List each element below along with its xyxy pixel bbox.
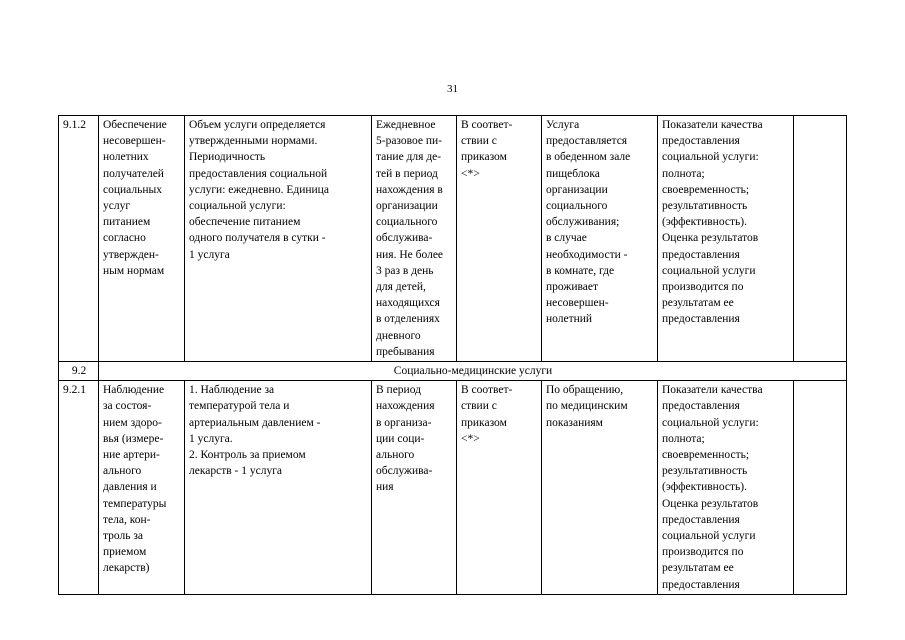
service-name-cell: Наблюдение за состоя- нием здоро- вья (измере- ние артери- ального давления и температуры тела, кон- троль за приемом лекарств) xyxy=(99,381,185,595)
service-volume-cell: Объем услуги определяется утвержденными нормами. Периодичность предоставления социальной услуги: ежедневно. Единица социальной услуги: обеспечение питанием одного получателя в сутки - 1 услуга xyxy=(185,116,372,362)
section-title: Социально-медицинские услуги xyxy=(99,362,847,381)
service-cost-cell: В соответ- ствии с приказом <*> xyxy=(457,116,542,362)
page-number: 31 xyxy=(447,83,458,95)
empty-cell xyxy=(794,381,847,595)
service-name-cell: Обеспечение несовершен- нолетних получателей социальных услуг питанием согласно утвержден- ным нормам xyxy=(99,116,185,362)
service-period-cell: Ежедневное 5-разовое пи- тание для де- тей в период нахождения в организации социального обслужива- ния. Не более 3 раз в день для детей, находящихся в отделениях дневного пребывания xyxy=(372,116,457,362)
service-conditions-cell: Услуга предоставляется в обеденном зале пищеблока организации социального обслуживания; в случае необходимости - в комнате, где проживает несовершен- нолетний xyxy=(542,116,658,362)
table-row xyxy=(59,381,847,595)
row-number: 9.1.2 xyxy=(59,116,99,362)
row-number: 9.2.1 xyxy=(59,381,99,595)
service-quality-cell: Показатели качества предоставления социальной услуги: полнота; своевременность; результативность (эффективность). Оценка результатов предоставления социальной услуги производится по результатам ее предоставления xyxy=(658,116,794,362)
service-cost-cell: В соответ- ствии с приказом <*> xyxy=(457,381,542,595)
empty-cell xyxy=(794,116,847,362)
service-period-cell: В период нахождения в организа- ции соци- ального обслужива- ния xyxy=(372,381,457,595)
service-volume-cell: 1. Наблюдение за температурой тела и артериальным давлением - 1 услуга. 2. Контроль за приемом лекарств - 1 услуга xyxy=(185,381,372,595)
services-table xyxy=(58,115,847,595)
service-quality-cell: Показатели качества предоставления социальной услуги: полнота; своевременность; результативность (эффективность). Оценка результатов предоставления социальной услуги производится по результатам ее предоставления xyxy=(658,381,794,595)
section-row xyxy=(59,362,847,381)
table-row xyxy=(59,116,847,362)
section-number: 9.2 xyxy=(59,362,99,381)
service-conditions-cell: По обращению, по медицинским показаниям xyxy=(542,381,658,595)
